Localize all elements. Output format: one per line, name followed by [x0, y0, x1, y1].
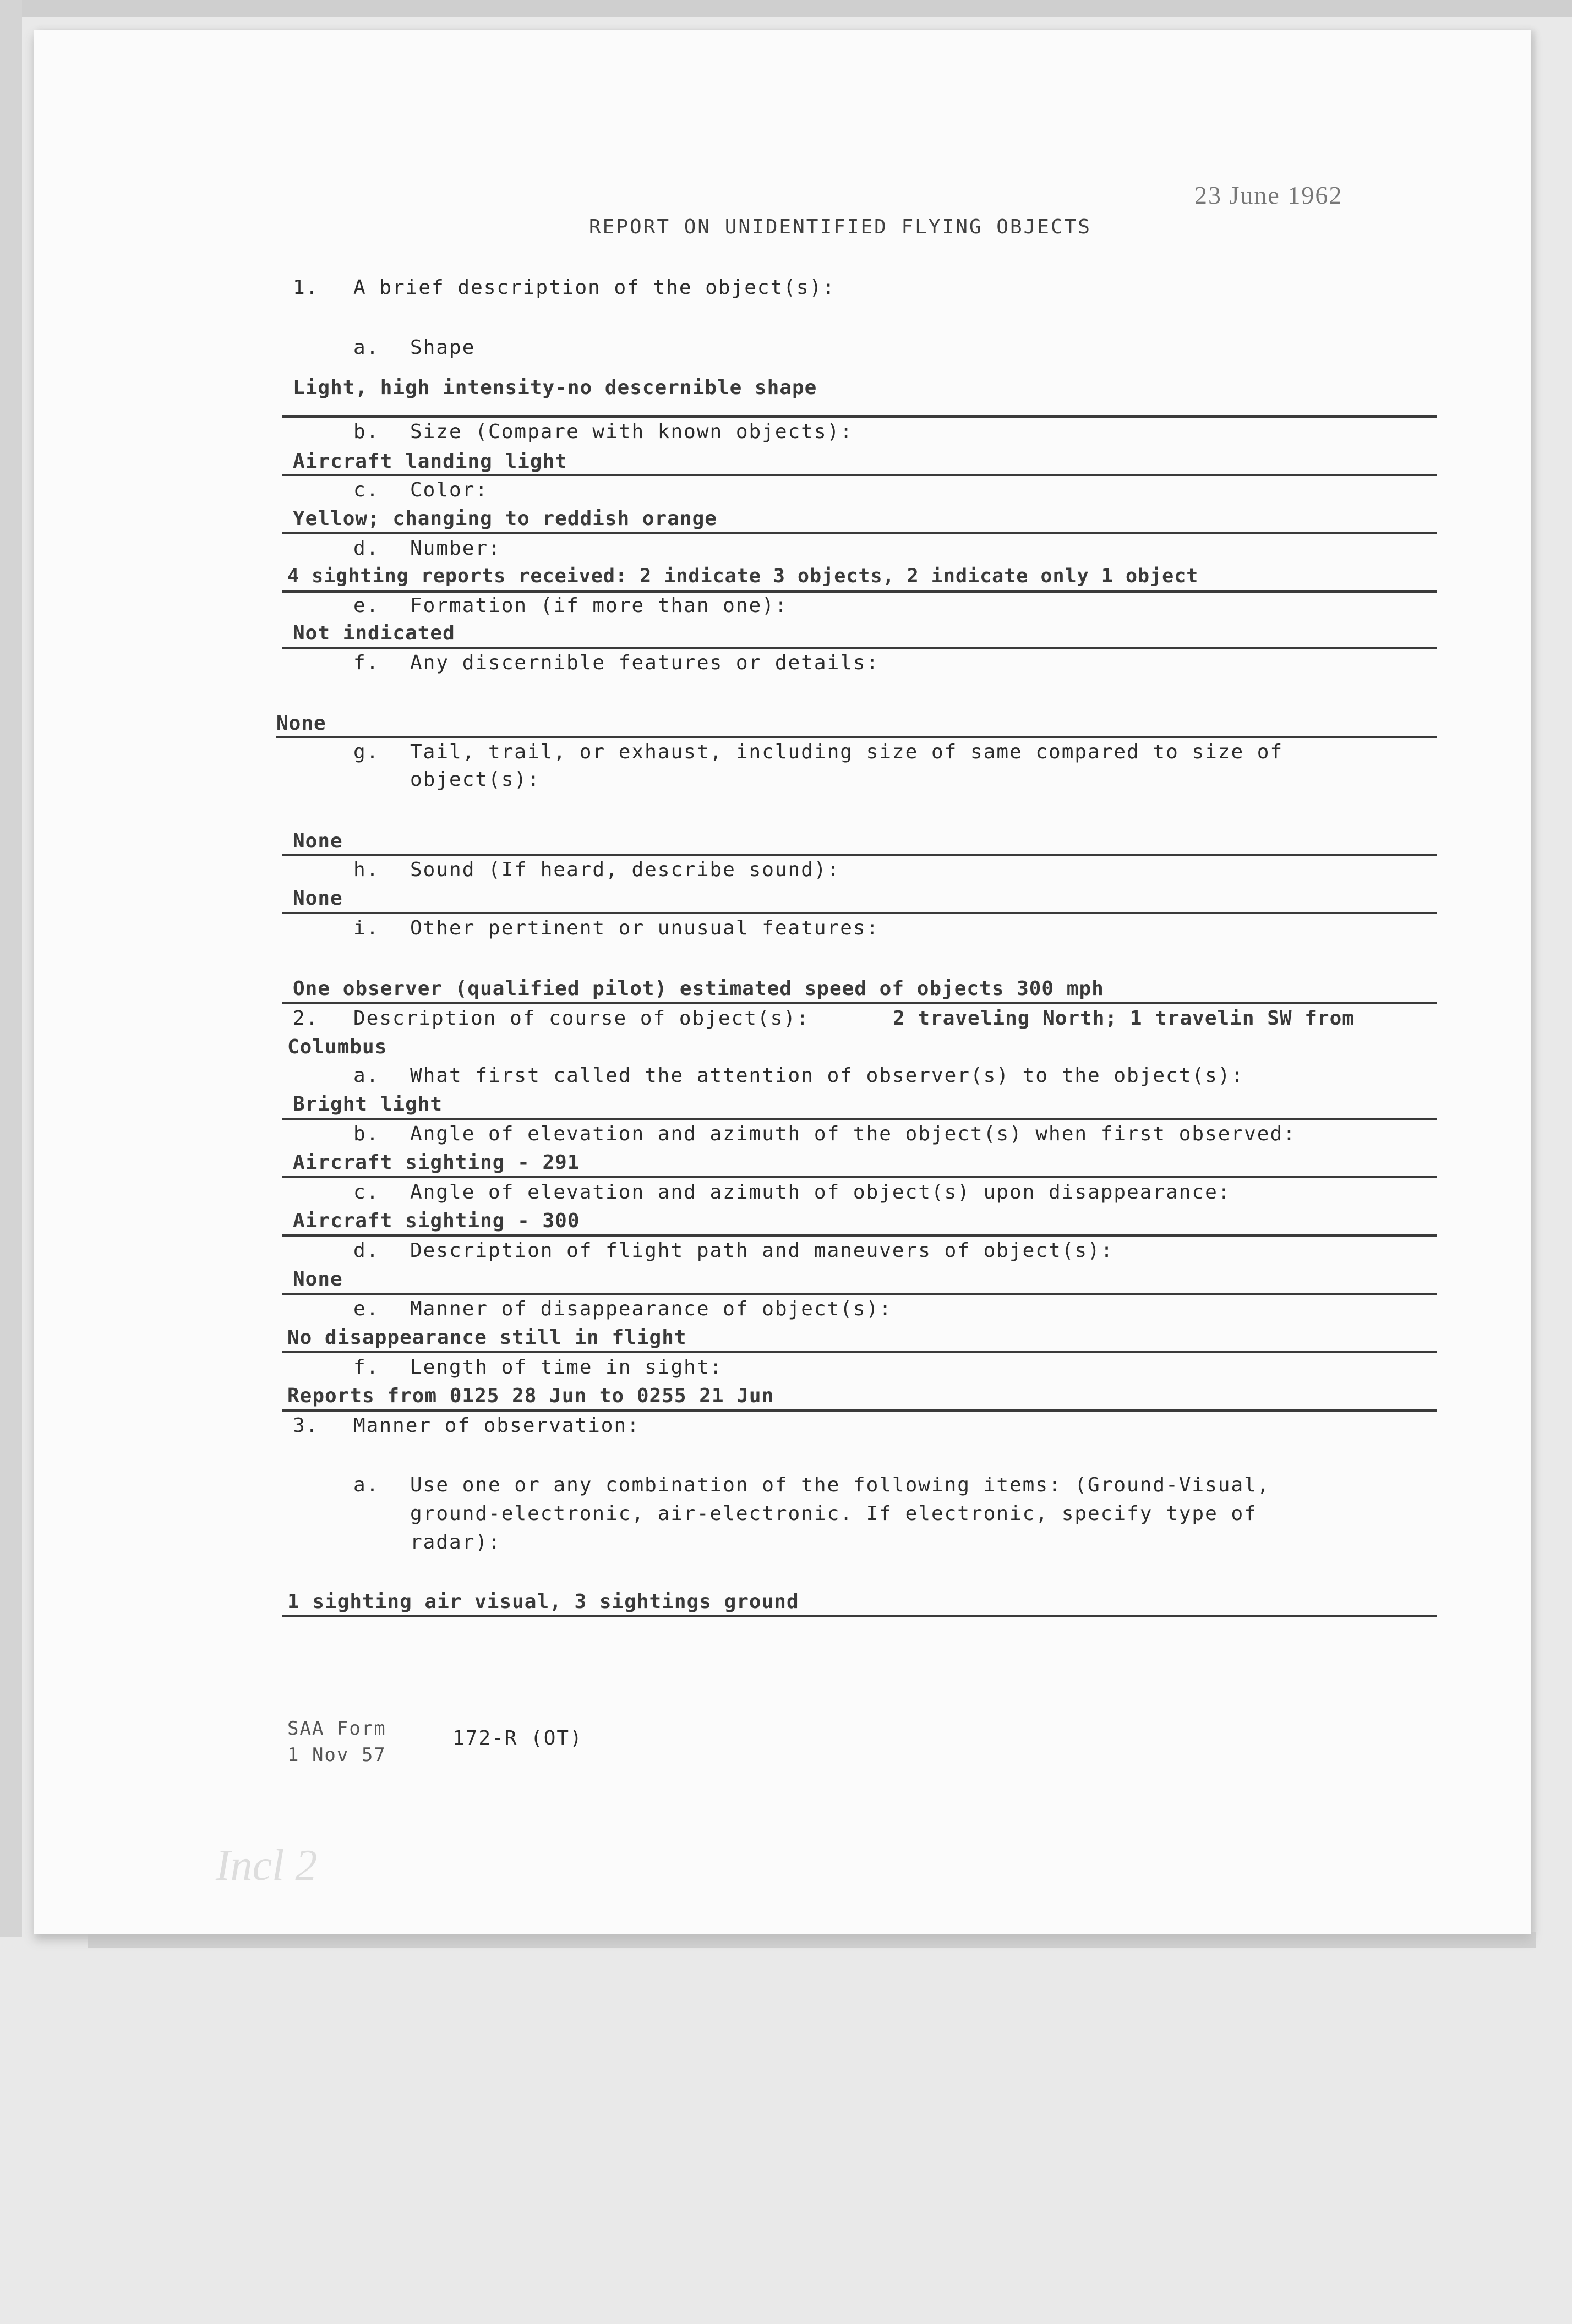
item-1g-line [282, 854, 1437, 856]
item-2c-label: Angle of elevation and azimuth of object(s) upon disappearance: [410, 1181, 1231, 1204]
item-2d-line [282, 1293, 1437, 1295]
item-1c-label: Color: [410, 479, 489, 501]
item-1a-letter: a. [353, 336, 380, 359]
report-title: REPORT ON UNIDENTIFIED FLYING OBJECTS [589, 216, 1091, 238]
item-1b-line [282, 474, 1437, 476]
item-3a-answer: 1 sighting air visual, 3 sightings ground [287, 1590, 799, 1613]
section-1-number: 1. [293, 276, 319, 299]
item-2b-letter: b. [353, 1123, 380, 1145]
item-3a-line1: Use one or any combination of the following items: (Ground-Visual, [410, 1474, 1270, 1496]
form-label-line2: 1 Nov 57 [287, 1744, 386, 1766]
item-1h-letter: h. [353, 858, 380, 881]
item-1f-letter: f. [353, 652, 380, 674]
form-label-line1: SAA Form [287, 1718, 386, 1740]
item-2b-label: Angle of elevation and azimuth of the object(s) when first observed: [410, 1123, 1296, 1145]
section-3-label: Manner of observation: [353, 1414, 640, 1437]
item-2c-answer: Aircraft sighting - 300 [293, 1210, 580, 1232]
scan-border-top [0, 0, 1572, 17]
item-2b-line [282, 1176, 1437, 1178]
scan-border-left [0, 0, 22, 1937]
item-2a-label: What first called the attention of observer(s) to the object(s): [410, 1064, 1244, 1087]
item-1g-label-line2: object(s): [410, 768, 541, 791]
item-1i-answer: One observer (qualified pilot) estimated speed of objects 300 mph [293, 977, 1104, 1000]
item-1b-answer: Aircraft landing light [293, 450, 567, 473]
item-2d-answer: None [293, 1268, 343, 1290]
item-2f-label: Length of time in sight: [410, 1356, 723, 1379]
item-1a-line [282, 415, 1437, 418]
item-1d-line [282, 590, 1437, 593]
item-2e-letter: e. [353, 1298, 380, 1320]
item-1h-label: Sound (If heard, describe sound): [410, 858, 840, 881]
item-3a-line [282, 1615, 1437, 1617]
item-2e-answer: No disappearance still in flight [287, 1326, 687, 1349]
item-1b-letter: b. [353, 420, 380, 443]
margin-note: Incl 2 [216, 1841, 318, 1890]
item-1c-letter: c. [353, 479, 380, 501]
item-3a-letter: a. [353, 1474, 380, 1496]
item-2a-line [282, 1118, 1437, 1120]
item-2e-line [282, 1351, 1437, 1353]
item-2d-label: Description of flight path and maneuvers of object(s): [410, 1239, 1114, 1262]
item-2e-label: Manner of disappearance of object(s): [410, 1298, 892, 1320]
item-1a-label: Shape [410, 336, 476, 359]
section-1-label: A brief description of the object(s): [353, 276, 836, 299]
item-1c-answer: Yellow; changing to reddish orange [293, 507, 717, 530]
report-date: 23 June 1962 [1194, 181, 1343, 209]
document-sheet [34, 30, 1531, 1934]
item-1a-answer: Light, high intensity-no descernible shape [293, 376, 817, 399]
section-3-number: 3. [293, 1414, 319, 1437]
item-2f-letter: f. [353, 1356, 380, 1379]
item-1f-label: Any discernible features or details: [410, 652, 880, 674]
item-1h-answer: None [293, 887, 343, 910]
item-1g-letter: g. [353, 741, 380, 763]
section-2-answer: 2 traveling North; 1 travelin SW from [893, 1007, 1355, 1030]
item-3a-line3: radar): [410, 1531, 501, 1554]
item-2a-answer: Bright light [293, 1093, 443, 1115]
item-1f-answer: None [276, 712, 326, 735]
item-2f-answer: Reports from 0125 28 Jun to 0255 21 Jun [287, 1385, 774, 1407]
item-2a-letter: a. [353, 1064, 380, 1087]
item-1d-answer: 4 sighting reports received: 2 indicate 3 objects, 2 indicate only 1 object [287, 565, 1199, 587]
item-1i-line [282, 1002, 1437, 1004]
item-1g-answer: None [293, 830, 343, 852]
section-2-answer-cont: Columbus [287, 1036, 387, 1058]
section-2-label: Description of course of object(s): [353, 1007, 810, 1030]
item-1d-label: Number: [410, 537, 501, 560]
item-1i-label: Other pertinent or unusual features: [410, 917, 880, 939]
item-1e-letter: e. [353, 594, 380, 617]
section-2-number: 2. [293, 1007, 319, 1030]
item-2c-line [282, 1234, 1437, 1237]
item-1f-line [276, 736, 1437, 738]
item-2d-letter: d. [353, 1239, 380, 1262]
item-1e-line [282, 647, 1437, 649]
item-1h-line [282, 912, 1437, 914]
form-number: 172-R (OT) [452, 1727, 583, 1749]
item-1i-letter: i. [353, 917, 380, 939]
item-2f-line [282, 1409, 1437, 1412]
item-1d-letter: d. [353, 537, 380, 560]
item-1e-answer: Not indicated [293, 622, 455, 644]
item-1b-label: Size (Compare with known objects): [410, 420, 853, 443]
item-1g-label-line1: Tail, trail, or exhaust, including size of same compared to size of [410, 741, 1284, 763]
item-3a-line2: ground-electronic, air-electronic. If electronic, specify type of [410, 1502, 1257, 1525]
item-1c-line [282, 532, 1437, 534]
item-2b-answer: Aircraft sighting - 291 [293, 1151, 580, 1174]
item-2c-letter: c. [353, 1181, 380, 1204]
item-1e-label: Formation (if more than one): [410, 594, 788, 617]
